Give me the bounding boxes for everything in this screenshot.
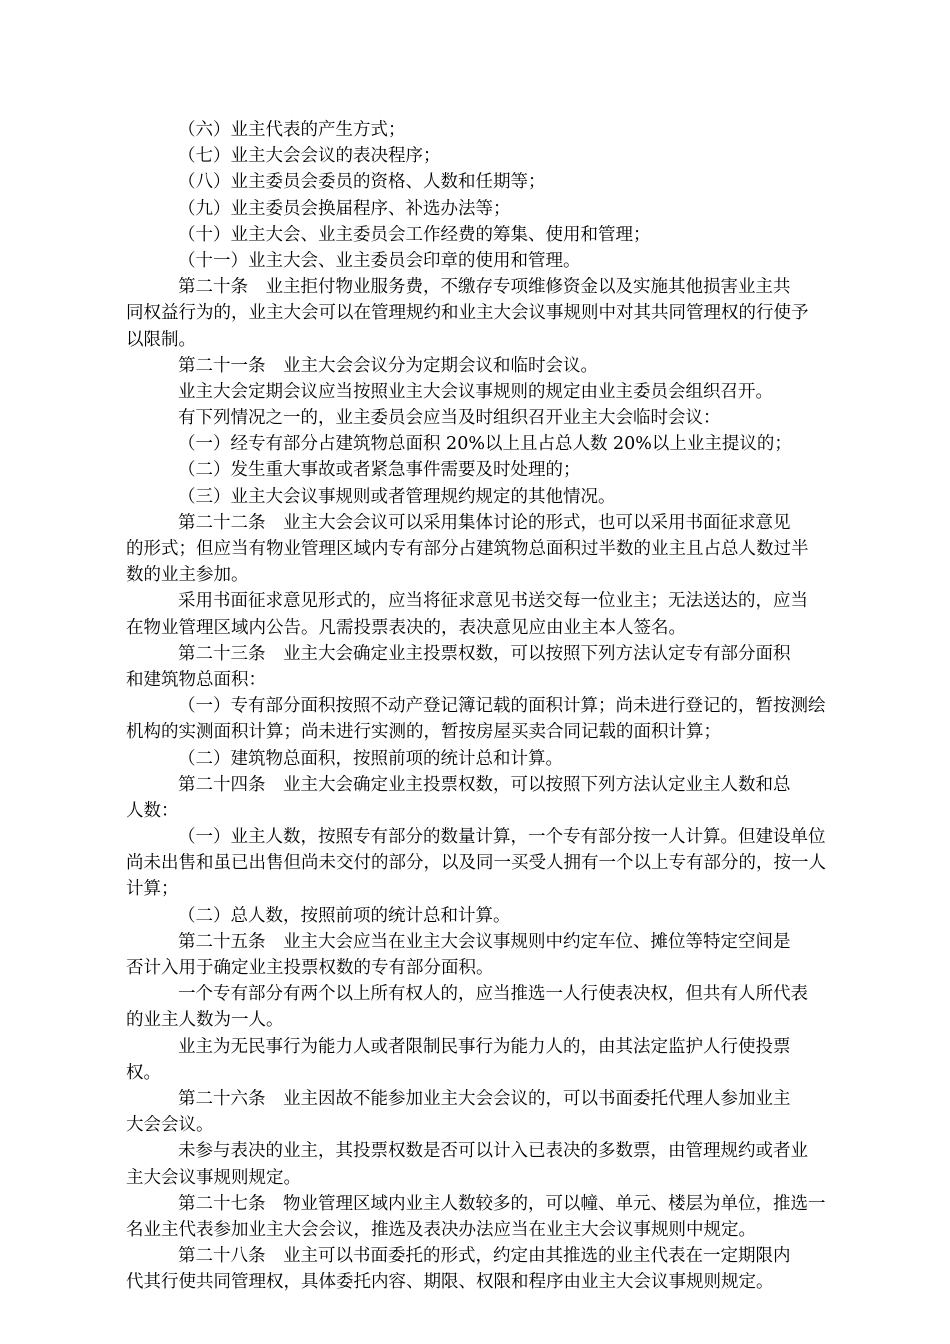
text-line: 业主大会定期会议应当按照业主大会议事规则的规定由业主委员会组织召开。: [178, 381, 773, 402]
text-line: 大会会议。: [126, 1115, 214, 1136]
text-line: 数的业主参加。: [126, 565, 249, 586]
text-line: 有下列情况之一的，业主委员会应当及时组织召开业主大会临时会议：: [178, 408, 721, 429]
text-line: 人数：: [126, 800, 179, 821]
text-line: 权。: [126, 1062, 161, 1083]
text-line: （三）业主大会议事规则或者管理规约规定的其他情况。: [178, 486, 616, 507]
text-line: （九）业主委员会换届程序、补选办法等；: [178, 198, 511, 219]
text-line: 同权益行为的，业主大会可以在管理规约和业主大会议事规则中对其共同管理权的行使予: [126, 303, 809, 324]
text-line: 第二十七条 物业管理区域内业主人数较多的，可以幢、单元、楼层为单位，推选一: [178, 1193, 826, 1214]
text-line: 第二十三条 业主大会确定业主投票权数，可以按照下列方法认定专有部分面积: [178, 643, 791, 664]
text-line: 一个专有部分有两个以上所有权人的，应当推选一人行使表决权，但共有人所代表: [178, 984, 808, 1005]
text-line: 代其行使共同管理权，具体委托内容、期限、权限和程序由业主大会议事规则规定。: [126, 1272, 774, 1293]
text-line: （十）业主大会、业主委员会工作经费的筹集、使用和管理；: [178, 224, 651, 245]
text-line: （八）业主委员会委员的资格、人数和任期等；: [178, 172, 546, 193]
text-line: 名业主代表参加业主大会会议，推选及表决办法应当在业主大会议事规则中规定。: [126, 1219, 756, 1240]
text-line: （二）总人数，按照前项的统计总和计算。: [178, 905, 511, 926]
text-line: （一）专有部分面积按照不动产登记簿记载的面积计算；尚未进行登记的，暂按测绘: [178, 696, 826, 717]
text-line: 否计入用于确定业主投票权数的专有部分面积。: [126, 958, 494, 978]
text-line: 以限制。: [126, 329, 196, 350]
text-line: 第二十二条 业主大会会议可以采用集体讨论的形式，也可以采用书面征求意见: [178, 512, 791, 533]
text-line: （十一）业主大会、业主委员会印章的使用和管理。: [178, 250, 581, 271]
text-line: 第二十一条 业主大会会议分为定期会议和临时会议。: [178, 355, 598, 376]
text-line: （二）建筑物总面积，按照前项的统计总和计算。: [178, 748, 563, 769]
text-line: 业主为无民事行为能力人或者限制民事行为能力人的，由其法定监护人行使投票: [178, 1036, 791, 1057]
text-line: 主大会议事规则规定。: [126, 1167, 301, 1188]
text-line: 和建筑物总面积：: [126, 669, 266, 690]
text-line: 的业主人数为一人。: [126, 1010, 284, 1031]
document-page: [126, 117, 852, 1295]
text-line: 计算；: [126, 879, 179, 900]
text-line: 第二十五条 业主大会应当在业主大会议事规则中约定车位、摊位等特定空间是: [178, 931, 791, 952]
text-line: （七）业主大会会议的表决程序；: [178, 146, 441, 167]
text-line: 在物业管理区域内公告。凡需投票表决的，表决意见应由业主本人签名。: [126, 617, 686, 638]
text-line: 第二十八条 业主可以书面委托的形式，约定由其推选的业主代表在一定期限内: [178, 1246, 791, 1267]
text-line: 的形式；但应当有物业管理区域内专有部分占建筑物总面积过半数的业主且占总人数过半: [126, 539, 809, 559]
text-line: （二）发生重大事故或者紧急事件需要及时处理的；: [178, 460, 581, 481]
text-line: 第二十条 业主拒付物业服务费，不缴存专项维修资金以及实施其他损害业主共: [178, 277, 791, 298]
text-line: 采用书面征求意见形式的，应当将征求意见书送交每一位业主；无法送达的，应当: [178, 591, 808, 612]
text-line: 第二十六条 业主因故不能参加业主大会会议的，可以书面委托代理人参加业主: [178, 1088, 791, 1109]
text-line: 第二十四条 业主大会确定业主投票权数，可以按照下列方法认定业主人数和总: [178, 774, 791, 795]
text-line: 尚未出售和虽已出售但尚未交付的部分，以及同一买受人拥有一个以上专有部分的，按一人: [126, 853, 826, 874]
text-line: 机构的实测面积计算；尚未进行实测的，暂按房屋买卖合同记载的面积计算；: [126, 722, 721, 743]
text-line: （一）经专有部分占建筑物总面积 20%以上且占总人数 20%以上业主提议的；: [178, 434, 792, 455]
text-line: （一）业主人数，按照专有部分的数量计算，一个专有部分按一人计算。但建设单位: [178, 827, 826, 848]
text-line: 未参与表决的业主，其投票权数是否可以计入已表决的多数票，由管理规约或者业: [178, 1141, 808, 1162]
text-line: （六）业主代表的产生方式；: [178, 120, 406, 140]
